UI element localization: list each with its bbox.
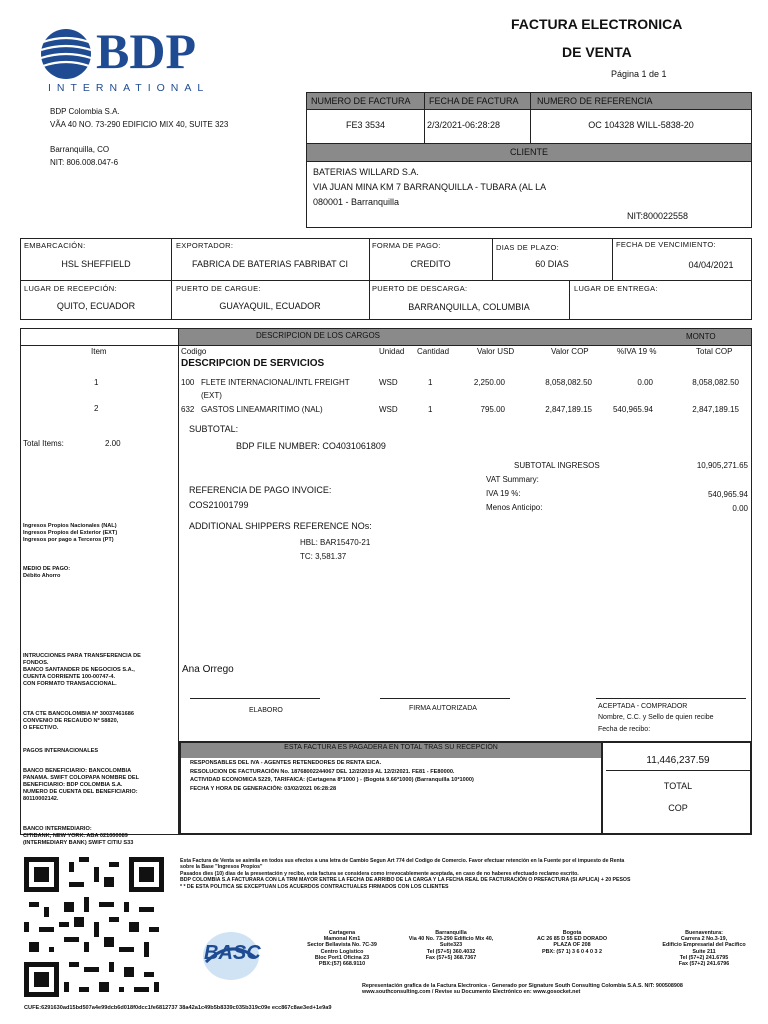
legal-line: BDP COLOMBIA S.A FACTURARA CON LA TRM MAYOR ENTRE LA FECHA DE ARRIBO DE LA CARGA Y LA FECHA REAL DE FACTURACIÓN O PREFACTURA (SI APLICA) + 20 PESOS bbox=[180, 877, 631, 884]
bdp-file-number: BDP FILE NUMBER: CO4031061809 bbox=[236, 441, 386, 451]
office-line: Edificio Empresarial del Pacifico bbox=[662, 942, 746, 949]
ingresos-note bbox=[23, 523, 168, 544]
office-line: Via 40 No. 73-290 Edificio Mix 40, bbox=[408, 936, 494, 943]
beneficiario-note bbox=[23, 768, 168, 803]
representation-footer bbox=[362, 983, 683, 996]
cargue-label: PUERTO DE CARGUE: bbox=[176, 284, 261, 293]
note-line: CONVENIO DE RECAUDO Nº 58820, bbox=[23, 718, 119, 724]
signer-name: Ana Orrego bbox=[182, 664, 234, 675]
intermediario-note bbox=[23, 826, 168, 847]
forma-pago-label: FORMA DE PAGO: bbox=[372, 241, 441, 250]
descarga-label: PUERTO DE DESCARGA: bbox=[372, 284, 468, 293]
embarcacion-label: EMBARCACIÓN: bbox=[24, 241, 86, 250]
note-line: CITIBANK, NEW YORK. ABA 021000089 bbox=[23, 833, 128, 839]
dias-plazo-value: 60 DIAS bbox=[535, 259, 569, 269]
note-line: INTRUCCIONES PARA TRANSFERENCIA DE bbox=[23, 653, 141, 659]
cargue-value: GUAYAQUIL, ECUADOR bbox=[219, 301, 321, 311]
col-fecha-factura: FECHA DE FACTURA bbox=[429, 96, 519, 106]
forma-pago-value: CREDITO bbox=[410, 259, 451, 269]
client-address-1: VIA JUAN MINA KM 7 BARRANQUILLA - TUBARA (AL LA bbox=[313, 182, 547, 192]
row-cantidad: 1 bbox=[428, 378, 433, 387]
vencimiento-label: FECHA DE VENCIMIENTO: bbox=[616, 240, 716, 249]
col-item: Item bbox=[91, 347, 107, 356]
descarga-value: BARRANQUILLA, COLUMBIA bbox=[408, 302, 530, 312]
row-total: 8,058,082.50 bbox=[692, 378, 739, 387]
iva19-value: 540,965.94 bbox=[707, 490, 748, 499]
note-line: Ingresos Propios del Exterior (EXT) bbox=[23, 530, 118, 536]
col-numero-referencia: NUMERO DE REFERENCIA bbox=[537, 96, 653, 106]
office-city: Barranquilla bbox=[435, 930, 467, 936]
iva19-label: IVA 19 %: bbox=[486, 489, 521, 498]
row-item: 2 bbox=[94, 404, 99, 413]
ref-pago-value: COS21001799 bbox=[189, 500, 249, 510]
invoice-header-table bbox=[306, 92, 752, 144]
note-line: CON FORMATO TRANSACCIONAL. bbox=[23, 681, 117, 687]
total-label: TOTAL bbox=[663, 781, 693, 791]
office-line: AC 26 85 D 55 ED DORADO bbox=[536, 936, 608, 943]
col-numero-factura: NUMERO DE FACTURA bbox=[311, 96, 411, 106]
anticipo-value: 0.00 bbox=[732, 504, 748, 513]
fecha-recibo-label: Fecha de recibo: bbox=[598, 726, 651, 733]
office-line: PBX:(57) 668.9110 bbox=[318, 961, 366, 968]
nombre-recibe-label: Nombre, C.C. y Sello de quien recibe bbox=[598, 714, 714, 721]
office-line: PLAZA OF 208 bbox=[553, 942, 591, 949]
subtotal-ingresos-label: SUBTOTAL INGRESOS bbox=[514, 461, 600, 470]
col-valor-cop: Valor COP bbox=[551, 347, 589, 356]
invoice-subtitle: DE VENTA bbox=[562, 44, 632, 60]
footer-line: www.southconsulting.com / Revise su Documento Electrónico en: www.gosocket.net bbox=[362, 989, 581, 996]
issuer-nit: NIT: 806.008.047-6 bbox=[50, 158, 119, 167]
row-usd: 2,250.00 bbox=[473, 378, 505, 387]
invoice-date: 2/3/2021-06:28:28 bbox=[427, 120, 501, 130]
office-block bbox=[648, 930, 760, 967]
note-line: PANAMA. SWIFT COLOPAPA NOMBRE DEL bbox=[23, 775, 140, 781]
aceptada-label: ACEPTADA - COMPRADOR bbox=[598, 703, 688, 710]
row-item: 1 bbox=[94, 378, 99, 387]
note-line: Débito Ahorro bbox=[23, 573, 61, 579]
note-line: O EFECTIVO. bbox=[23, 725, 59, 731]
office-block bbox=[290, 930, 394, 967]
total-items-label: Total Items: bbox=[23, 439, 64, 448]
office-line: Mamonal Km1 bbox=[323, 936, 361, 943]
cufe: CUFE:6291630ad15bd507a4e99dcb6d018f0dcc1fe6812737 38a42a1c49b5b8339c035b319c09e ecc867c8ae3ed+1e9a9 bbox=[24, 1005, 332, 1011]
row-cantidad: 1 bbox=[428, 405, 433, 414]
bdp-logo bbox=[40, 23, 220, 98]
office-city: Buenaventura: bbox=[685, 930, 723, 936]
services-title: DESCRIPCION DE SERVICIOS bbox=[181, 358, 325, 369]
note-line: Ingresos por pago a Terceros (PT) bbox=[23, 537, 114, 543]
monto-header: MONTO bbox=[686, 332, 716, 341]
office-line: PBX: (57 1) 3 6 0 4 0 3 2 bbox=[542, 948, 602, 955]
office-city: Bogota bbox=[562, 930, 582, 936]
legal-line: Esta Factura de Venta se asimila en todos sus efectos a una letra de Cambio Segun Art 774 del Codigo de Comercio. Favor efectuar retención en la Fuente por el impuesto de Renta bbox=[180, 858, 625, 864]
office-line: Fax (57+5) 368.7367 bbox=[425, 954, 477, 961]
tc-value: TC: 3,581.37 bbox=[300, 552, 347, 561]
elaboro-label: ELABORO bbox=[249, 707, 283, 714]
currency-label: COP bbox=[668, 803, 688, 813]
embarcacion-value: HSL SHEFFIELD bbox=[61, 259, 131, 269]
dias-plazo-label: DIAS DE PLAZO: bbox=[496, 243, 559, 252]
issuer-city: Barranquilla, CO bbox=[50, 145, 110, 154]
note-line: BANCO INTERMEDIARIO: bbox=[23, 826, 92, 832]
issuer-address: VÃA 40 NO. 73-290 EDIFICIO MIX 40, SUITE 323 bbox=[50, 120, 229, 129]
logo-subtext: INTERNATIONAL bbox=[48, 82, 210, 94]
note-line: NUMERO DE CUENTA DEL BENEFICIARIO: bbox=[23, 789, 138, 795]
hbl-value: HBL: BAR15470-21 bbox=[300, 538, 371, 547]
entrega-label: LUGAR DE ENTREGA: bbox=[574, 284, 658, 293]
row-usd: 795.00 bbox=[480, 405, 505, 414]
payable-line: ACTIVIDAD ECONOMICA 5229, TARIFAICA: (Cartagena 8*1000 ) - (Bogotá 9.66*1000) (Barranquilla 10*1000) bbox=[190, 777, 474, 783]
office-line: Fax (57+2) 241.6796 bbox=[678, 961, 730, 968]
office-line: Centro Logistico bbox=[320, 948, 364, 955]
page-number: Página 1 de 1 bbox=[611, 69, 667, 79]
payable-header: ESTA FACTURA ES PAGADERA EN TOTAL TRAS SU RECEPCIÓN bbox=[284, 744, 498, 751]
note-line: BANCO SANTANDER DE NEGOCIOS S.A., bbox=[23, 667, 135, 673]
pagos-internacionales-note bbox=[23, 748, 168, 755]
payable-lines bbox=[190, 759, 474, 793]
row-codigo: 632 bbox=[181, 405, 195, 414]
row-unidad: WSD bbox=[379, 405, 398, 414]
note-line: MEDIO DE PAGO: bbox=[23, 566, 71, 572]
office-line: Tel (57+2) 241.6795 bbox=[679, 954, 729, 961]
payable-line: FECHA Y HORA DE GENERACIÓN: 03/02/2021 06:28:28 bbox=[190, 785, 337, 792]
client-header: CLIENTE bbox=[307, 144, 751, 161]
row-total: 2,847,189.15 bbox=[692, 405, 739, 414]
invoice-number: FE3 3534 bbox=[345, 120, 386, 130]
instrucciones-note bbox=[23, 653, 168, 688]
client-name: BATERIAS WILLARD S.A. bbox=[313, 167, 419, 177]
note-line: BENEFICIARIO: BDP COLOMBIA S.A. bbox=[23, 782, 123, 788]
note-line: Ingresos Propios Nacionales (NAL) bbox=[23, 523, 117, 529]
issuer-block bbox=[50, 105, 228, 169]
row-desc2: (EXT) bbox=[201, 391, 222, 400]
row-cop: 8,058,082.50 bbox=[545, 378, 592, 387]
logo-text: BDP bbox=[96, 23, 196, 79]
footer-line: Representación grafica de la Factura Electronica - Generado por Signature South Consulting Colombia S.A.S. NIT: 900508908 bbox=[362, 983, 683, 989]
col-valor-usd: Valor USD bbox=[477, 347, 515, 356]
office-line: Carrera 2 No.3-19, bbox=[680, 936, 728, 943]
office-line: Tel (57+5) 360.4032 bbox=[426, 948, 476, 955]
exportador-label: EXPORTADOR: bbox=[176, 241, 234, 250]
vencimiento-value: 04/04/2021 bbox=[688, 260, 734, 270]
office-line: Bloc Port1 Oficina 23 bbox=[314, 954, 370, 961]
vat-summary-label: VAT Summary: bbox=[486, 475, 539, 484]
recepcion-label: LUGAR DE RECEPCIÓN: bbox=[24, 284, 117, 293]
row-desc: GASTOS LINEAMARITIMO (NAL) bbox=[201, 405, 323, 414]
globe-icon bbox=[40, 28, 92, 80]
col-unidad: Unidad bbox=[379, 347, 405, 356]
basc-logo bbox=[200, 928, 262, 988]
medio-pago-note bbox=[23, 566, 168, 580]
anticipo-label: Menos Anticipo: bbox=[486, 503, 543, 512]
note-line: 80110002142. bbox=[23, 796, 59, 802]
row-desc: FLETE INTERNACIONAL/INTL FREIGHT bbox=[201, 378, 350, 387]
client-address-2: 080001 - Barranquilla bbox=[313, 197, 400, 207]
firma-autorizada-label: FIRMA AUTORIZADA bbox=[409, 705, 477, 712]
subtotal-ingresos-value: 10,905,271.65 bbox=[696, 461, 748, 470]
payable-line: RESPONSABLES DEL IVA - AGENTES RETENEDORES DE RENTA EICA. bbox=[190, 760, 382, 766]
office-line: Sector Bellavista No. 7C-39 bbox=[307, 942, 377, 949]
total-value: 11,446,237.59 bbox=[646, 755, 710, 766]
row-unidad: WSD bbox=[379, 378, 398, 387]
col-codigo: Codigo bbox=[181, 347, 207, 356]
shippers-ref-label: ADDITIONAL SHIPPERS REFERENCE NOs: bbox=[189, 521, 372, 531]
legal-line: Pasados dies (10) dias de la presentación y recibo, esta factura se considera como irrevocablemente aceptada, en caso de no haberes efectuado reclamo escrito. bbox=[180, 870, 579, 877]
issuer-name: BDP Colombia S.A. bbox=[50, 107, 120, 116]
client-box bbox=[306, 143, 752, 228]
col-iva: %IVA 19 % bbox=[617, 347, 657, 356]
note-line: BANCO BENEFICIARIO: BANCOLOMBIA bbox=[23, 768, 132, 774]
note-line: CTA CTE BANCOLOMBIA Nº 30037461686 bbox=[23, 711, 134, 717]
row-iva: 0.00 bbox=[637, 378, 653, 387]
invoice-title: FACTURA ELECTRONICA bbox=[511, 16, 683, 32]
charges-header: DESCRIPCION DE LOS CARGOS bbox=[255, 331, 381, 340]
qr-code-icon bbox=[24, 857, 164, 997]
office-line: Suite323 bbox=[439, 942, 463, 949]
shipping-grid bbox=[20, 238, 752, 320]
client-nit: NIT:800022558 bbox=[627, 211, 689, 221]
note-line: FONDOS. bbox=[23, 660, 49, 666]
row-cop: 2,847,189.15 bbox=[545, 405, 592, 414]
note-line: CUENTA CORRIENTE 100-00747-4. bbox=[23, 674, 116, 680]
note-line: PAGOS INTERNACIONALES bbox=[23, 748, 99, 754]
bancolombia-note bbox=[23, 711, 168, 732]
reference-number: OC 104328 WILL-5838-20 bbox=[588, 120, 694, 130]
row-codigo: 100 bbox=[181, 378, 195, 387]
exportador-value: FABRICA DE BATERIAS FABRIBAT CI bbox=[191, 259, 349, 269]
recepcion-value: QUITO, ECUADOR bbox=[56, 301, 136, 311]
legal-line: sobre la Base "Ingresos Propios" bbox=[180, 864, 263, 871]
total-items-value: 2.00 bbox=[105, 439, 121, 448]
payable-line: RESOLUCION DE FACTURACIÓN No. 18768002244067 DEL 12/2/2019 AL 12/2/2021. FE81 - FE80000. bbox=[190, 768, 455, 775]
legal-line: * * DE ESTA POLITICA SE EXCEPTUAN LOS ACUERDOS CONTRACTUALES FIRMADOS CON LOS CLIENTES bbox=[180, 883, 449, 890]
office-block bbox=[398, 930, 504, 961]
ref-pago-label: REFERENCIA DE PAGO INVOICE: bbox=[189, 485, 332, 495]
note-line: (INTERMEDIARY BANK) SWIFT CITIU S33 bbox=[23, 840, 134, 846]
col-cantidad: Cantidad bbox=[417, 347, 450, 356]
col-total: Total COP bbox=[696, 347, 733, 356]
basc-text: BASC bbox=[204, 942, 261, 964]
legal-text bbox=[180, 858, 740, 890]
office-city: Cartagena bbox=[328, 930, 356, 936]
office-line: Suite 211 bbox=[692, 948, 716, 955]
office-block bbox=[520, 930, 624, 955]
subtotal-label: SUBTOTAL: bbox=[189, 424, 239, 434]
row-iva: 540,965.94 bbox=[612, 405, 653, 414]
